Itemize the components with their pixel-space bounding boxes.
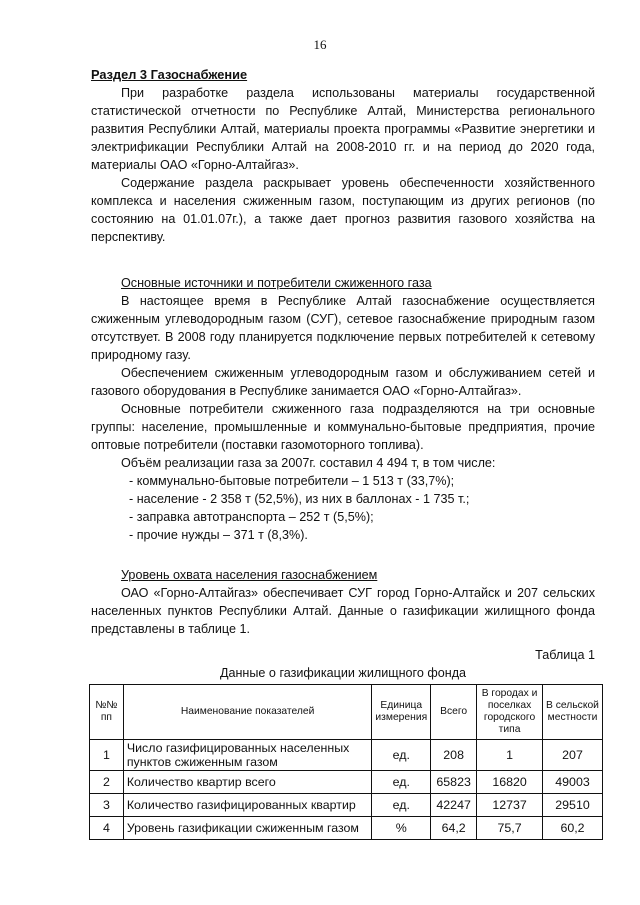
cell-name: Количество квартир всего [123,771,372,794]
sources-paragraph-4: Объём реализации газа за 2007г. составил 4 494 т, в том числе: [121,456,496,470]
table-caption: Данные о газификации жилищного фонда [219,666,467,680]
coverage-paragraph: ОАО «Горно-Алтайгаз» обеспечивает СУГ город Горно-Алтайск и 207 сельских населенных пунктов Республики Алтай. Данные о газификации жилищного фонда представлены в таблице 1. [91,586,595,636]
intro-paragraph-1: При разработке раздела использованы материалы государственной статистической отчетности по Республике Алтай, Министерства регионального развития Республики Алтай, материалы проекта программы «Развитие энергетики и электрификации Республики Алтай на 2008-2010 гг. и на период до 2020 года, материалы ОАО «Горно-Алтайгаз». [91,86,595,172]
table-label: Таблица 1 [535,648,595,662]
cell-num: 2 [90,771,124,794]
cell-urban: 1 [477,740,543,771]
cell-name: Количество газифицированных квартир [123,794,372,817]
header-num: №№ пп [90,685,124,740]
gasification-table [89,684,603,840]
cell-num: 1 [90,740,124,771]
table-row [90,794,603,817]
intro-paragraph-2: Содержание раздела раскрывает уровень обеспеченности хозяйственного комплекса и населения сжиженным газом, поступающим из других регионов (по состоянию на 01.01.07г.), а также дает прогноз развития газового хозяйства на перспективу. [91,176,595,244]
cell-unit: % [372,817,431,840]
list-item: - население - 2 358 т (52,5%), из них в баллонах - 1 735 т.; [129,492,470,506]
cell-name: Уровень газификации сжиженным газом [123,817,372,840]
cell-num: 3 [90,794,124,817]
list-item: - коммунально-бытовые потребители – 1 513 т (33,7%); [129,474,455,488]
coverage-heading: Уровень охвата населения газоснабжением [121,568,378,582]
cell-rural: 29510 [543,794,603,817]
list-item: - прочие нужды – 371 т (8,3%). [129,528,308,542]
cell-total: 42247 [431,794,477,817]
cell-rural: 60,2 [543,817,603,840]
cell-urban: 12737 [477,794,543,817]
cell-total: 208 [431,740,477,771]
cell-unit: ед. [372,740,431,771]
table-row [90,740,603,771]
sources-paragraph-2: Обеспечением сжиженным углеводородным газом и обслуживанием сетей и газового оборудования в Республике занимается ОАО «Горно-Алтайгаз». [91,366,595,398]
cell-unit: ед. [372,794,431,817]
section-title: Раздел 3 Газоснабжение [91,67,248,82]
cell-rural: 207 [543,740,603,771]
table-header-row [90,685,603,740]
consumer-list [91,472,595,544]
document-body [91,66,599,840]
cell-rural: 49003 [543,771,603,794]
cell-num: 4 [90,817,124,840]
table-row [90,771,603,794]
header-total: Всего [431,685,477,740]
table-row [90,817,603,840]
cell-urban: 16820 [477,771,543,794]
header-unit: Единица измерения [372,685,431,740]
cell-total: 64,2 [431,817,477,840]
header-name: Наименование показателей [123,685,372,740]
header-urban: В городах и поселках городского типа [477,685,543,740]
page-number: 16 [313,37,327,52]
cell-name: Число газифицированных населенных пунктов сжиженным газом [123,740,372,771]
list-item: - заправка автотранспорта – 252 т (5,5%); [129,510,374,524]
sources-heading: Основные источники и потребители сжиженного газа [121,276,432,290]
cell-total: 65823 [431,771,477,794]
header-rural: В сельской местности [543,685,603,740]
cell-urban: 75,7 [477,817,543,840]
cell-unit: ед. [372,771,431,794]
sources-paragraph-3: Основные потребители сжиженного газа подразделяются на три основные группы: население, промышленные и коммунально-бытовые предприятия, прочие оптовые потребители (поставки газомоторного топлива). [91,402,595,452]
sources-paragraph-1: В настоящее время в Республике Алтай газоснабжение осуществляется сжиженным углеводородным газом (СУГ), сетевое газоснабжение природным газом отсутствует. В 2008 году планируется подключение первых потребителей к сетевому природному газу. [91,294,595,362]
